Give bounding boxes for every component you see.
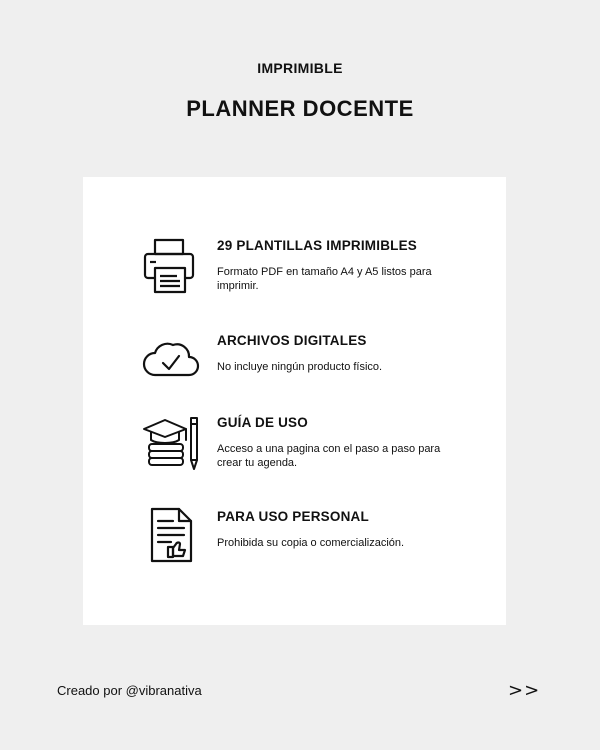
feature-description: Formato PDF en tamaño A4 y A5 listos para imprimir.	[217, 266, 432, 292]
document-thumbs-up-icon	[141, 507, 201, 567]
feature-description: Acceso a una pagina con el paso a paso para crear tu agenda.	[217, 443, 441, 469]
feature-title: ARCHIVOS DIGITALES	[217, 333, 367, 348]
cloud-check-icon	[141, 327, 201, 387]
creator-credit: Creado por @vibranativa	[57, 683, 202, 698]
feature-title: 29 PLANTILLAS IMPRIMIBLES	[217, 238, 418, 253]
next-arrow-button[interactable]: >>	[508, 680, 541, 701]
feature-title: GUÍA DE USO	[217, 415, 308, 430]
feature-description: Prohibida su copia o comercialización.	[217, 537, 405, 549]
features-card	[83, 177, 506, 625]
page-title: PLANNER DOCENTE	[186, 96, 414, 121]
printer-icon	[141, 238, 201, 298]
education-books-icon	[141, 412, 201, 472]
eyebrow-label: IMPRIMIBLE	[257, 60, 343, 76]
feature-description: No incluye ningún producto físico.	[217, 361, 383, 373]
feature-title: PARA USO PERSONAL	[217, 509, 369, 524]
